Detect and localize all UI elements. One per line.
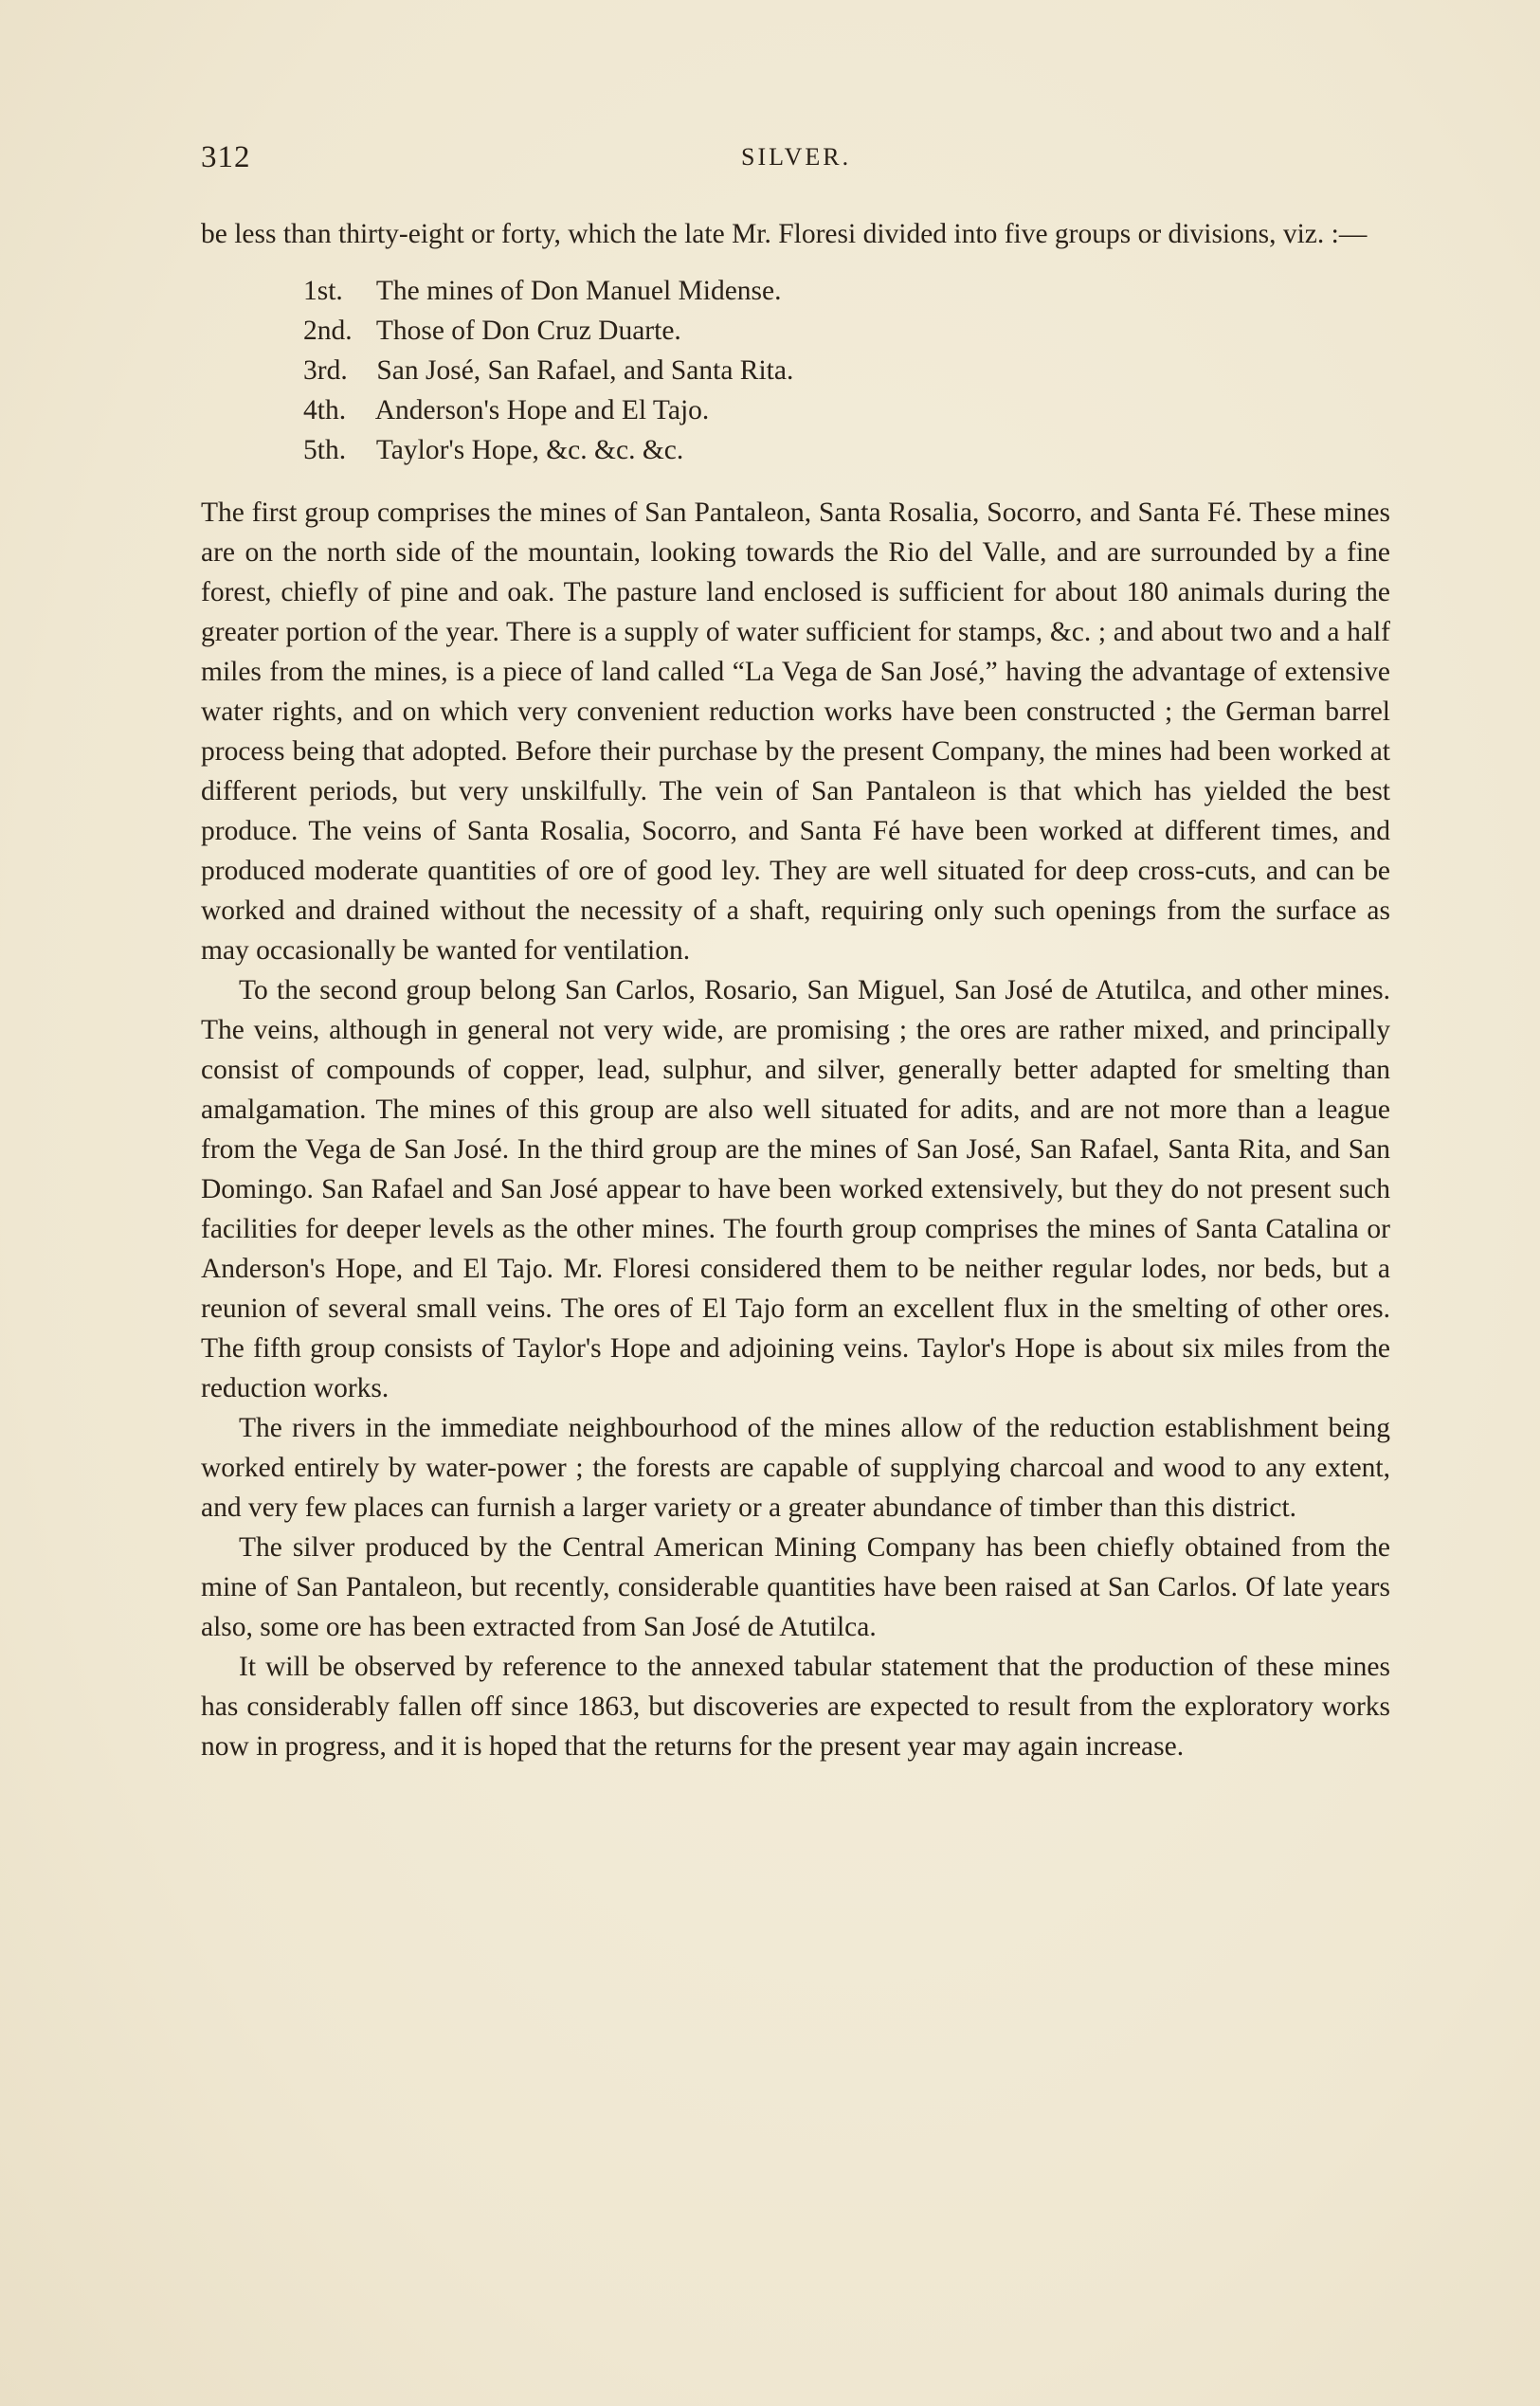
list-item-text: Taylor's Hope, &c. &c. &c.	[375, 435, 684, 465]
body-text	[201, 214, 1390, 1766]
list-item	[303, 271, 1390, 311]
list-item	[303, 390, 1390, 430]
list-item-ordinal: 2nd.	[303, 316, 353, 346]
list-item-text: Anderson's Hope and El Tajo.	[374, 395, 710, 425]
paragraph-first-group: The first group comprises the mines of San Pantaleon, Santa Rosalia, Socorro, and Santa Fé. These mines are on the north side of the mountain, looking towards the Rio del Valle, and are surrounded by a fine forest, chiefly of pine and oak. The pasture land enclosed is sufficient for about 180 animals during the greater portion of the year. There is a supply of water sufficient for stamps, &c. ; and about two and a half miles from the mines, is a piece of land called “La Vega de San José,” having the advantage of extensive water rights, and on which very convenient reduction works have been constructed ; the German barrel process being that adopted. Before their purchase by the present Company, the mines had been worked at different periods, but very unskilfully. The vein of San Pantaleon is that which has yielded the best produce. The veins of Santa Rosalia, Socorro, and Santa Fé have been worked at different times, and produced moderate quantities of ore of good ley. They are well situated for deep cross-cuts, and can be worked and drained without the necessity of a shaft, requiring only such openings from the surface as may occasionally be wanted for ventilation.	[201, 497, 1390, 966]
intro-paragraph: be less than thirty-eight or forty, which the late Mr. Floresi divided into five groups or divisions, viz. :—	[201, 219, 1368, 249]
list-item-text: San José, San Rafael, and Santa Rita.	[376, 355, 794, 386]
page-number: 312	[201, 140, 251, 174]
list-item-ordinal: 5th.	[303, 435, 347, 465]
list-item-ordinal: 4th.	[303, 395, 347, 425]
groups-list	[303, 271, 1390, 470]
list-item-text: Those of Don Cruz Duarte.	[375, 316, 681, 346]
paragraph-rivers: The rivers in the immediate neighbourhood of the mines allow of the reduction establishment being worked entirely by water-power ; the forests are capable of supplying charcoal and wood to any extent, and very few places can furnish a larger variety or a greater abundance of timber than this district.	[201, 1413, 1390, 1523]
paragraph-second-group: To the second group belong San Carlos, Rosario, San Miguel, San José de Atutilca, and other mines. The veins, although in general not very wide, are promising ; the ores are rather mixed, and principally consist of compounds of copper, lead, sulphur, and silver, generally better adapted for smelting than amalgamation. The mines of this group are also well situated for adits, and are not more than a league from the Vega de San José. In the third group are the mines of San José, San Rafael, Santa Rita, and San Domingo. San Rafael and San José appear to have been worked extensively, but they do not present such facilities for deeper levels as the other mines. The fourth group comprises the mines of Santa Catalina or Anderson's Hope, and El Tajo. Mr. Floresi considered them to be neither regular lodes, nor beds, but a reunion of several small veins. The ores of El Tajo form an excellent flux in the smelting of other ores. The fifth group consists of Taylor's Hope and adjoining veins. Taylor's Hope is about six miles from the reduction works.	[201, 975, 1390, 1403]
running-head: SILVER.	[741, 143, 852, 171]
list-item-text: The mines of Don Manuel Midense.	[375, 276, 782, 306]
paragraph-silver-produced: The silver produced by the Central American Mining Company has been chiefly obtained from the mine of San Pantaleon, but recently, considerable quantities have been raised at San Carlos. Of late years also, some ore has been extracted from San José de Atutilca.	[201, 1532, 1390, 1642]
page-header	[201, 140, 1386, 188]
list-item	[303, 430, 1390, 470]
list-item	[303, 311, 1390, 351]
paragraph-production: It will be observed by reference to the annexed tabular statement that the production of these mines has considerably fallen off since 1863, but discoveries are expected to result from the exploratory works now in progress, and it is hoped that the returns for the present year may again increase.	[201, 1652, 1390, 1762]
list-item-ordinal: 1st.	[303, 276, 343, 306]
list-item-ordinal: 3rd.	[303, 355, 348, 386]
list-item	[303, 351, 1390, 390]
